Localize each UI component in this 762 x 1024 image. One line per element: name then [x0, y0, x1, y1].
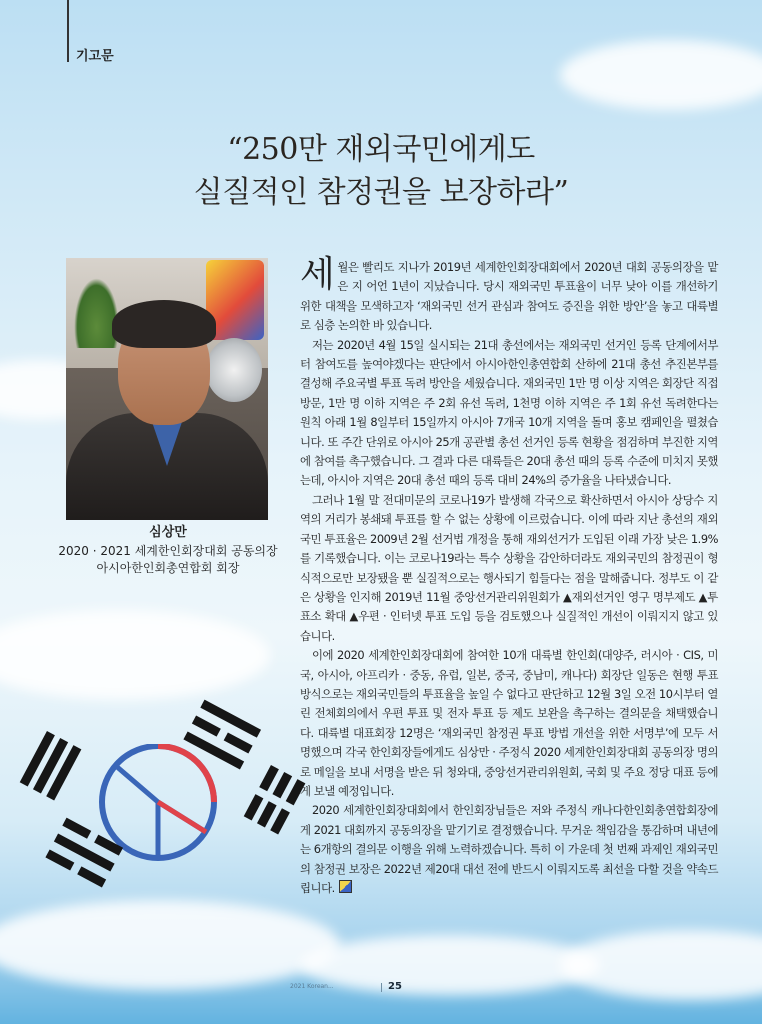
- page-number: 25: [388, 981, 402, 992]
- footer-divider: [381, 983, 382, 992]
- article-paragraph: 세월은 빨리도 지나가 2019년 세계한인회장대회에서 2020년 대회 공동의장을 맡은 지 어언 1년이 지났습니다. 당시 재외국민 투표율이 너무 낮아 이를 개선하기 위한 대책을 모색하고자 ‘재외국민 선거 관심과 참여도 증진을 위한 방안’을 놓고 대륙별로 심층 논의한 바 있습니다.: [300, 254, 718, 333]
- author-name: 심상만: [149, 525, 187, 540]
- publication-name: 2021 Korean...: [290, 983, 334, 990]
- author-photo: [66, 258, 268, 520]
- author-caption: [40, 524, 296, 577]
- section-marker-line: [67, 0, 69, 62]
- cloud-decoration: [560, 40, 762, 110]
- title-line-2: 실질적인 참정권을 보장하라”: [193, 175, 569, 210]
- article-paragraph: 저는 2020년 4월 15일 실시되는 21대 총선에서는 재외국민 선거인 등록 단계에서부터 참여도를 높여야겠다는 판단에서 아시아한인총연합회 산하에 21대 총선 추진본부를 결성해 주요국별 투표 독려 방안을 세웠습니다. 재외국민 1만 명 이상 지역은 회장단 직접 방문, 1만 명 이하 지역은 주 2회 유선 독려, 1천명 이하 지역은 주 1회 유선 독려한다는 원칙 아래 1월 8일부터 15일까지 아시아 7개국 10개 지역을 돌며 홍보 캠페인을 펼쳤습니다. 또 주간 단위로 아시아 25개 공관별 총선 선거인 등록 현황을 점검하며 부진한 지역에 참여를 촉구했습니다. 그 결과 다른 대륙들은 20대 총선 때의 등록 수준에 미치지 못했는데, 아시아 지역은 20대 총선 때의 등록 대비 24%의 증가율을 나타냈습니다.: [300, 337, 718, 488]
- drop-cap: 세: [300, 254, 335, 295]
- cloud-decoration: [0, 610, 270, 700]
- trigram-left: [20, 731, 83, 801]
- page-title: [0, 128, 762, 214]
- page-footer: [0, 960, 762, 1024]
- author-title-2: 아시아한인회총연합회 회장: [96, 561, 240, 575]
- ballot-circle-red-arc: [158, 746, 214, 802]
- article-end-mark-icon: [339, 880, 352, 893]
- article-paragraph: 그러나 1월 말 전대미문의 코로나19가 발생해 각국으로 확산하면서 아시아 상당수 지역의 거리가 봉쇄돼 투표를 할 수 없는 상황에 이르렀습니다. 이에 따라 지난 총선의 재외국민 투표율은 2009년 2월 선거법 개정을 통해 재외선거가 도입된 이래 가장 낮은 1.9%를 기록했습니다. 이는 코로나19라는 특수 상황을 감안하더라도 재외국민의 참정권이 형식적으로만 보장됐을 뿐 실질적으로는 행사되기 힘들다는 점을 말해줍니다. 정부도 이 같은 상황을 인지해 2019년 11월 중앙선거관리위원회가 ▲재외선거인 영구 명부제도 ▲투표소 확대 ▲우편 · 인터넷 투표 도입 등을 검토했으나 실질적인 개선이 이뤄지지 않고 있습니다.: [300, 492, 718, 643]
- article-body: [300, 254, 718, 898]
- author-title-1: 2020 · 2021 세계한인회장대회 공동의장: [58, 544, 278, 558]
- award-plaque: [206, 338, 262, 402]
- title-line-1: “250만 재외국민에게도: [227, 132, 535, 167]
- section-label: 기고문: [76, 49, 114, 64]
- article-paragraph: 2020 세계한인회장대회에서 한인회장님들은 저와 주정식 캐나다한인회총연합회장에게 2021 대회까지 공동의장을 맡기기로 결정했습니다. 무거운 책임감을 통감하며 내년에는 6개항의 결의문 이행을 위해 노력하겠습니다. 특히 이 가운데 첫 번째 과제인 재외국민의 참정권 보장은 2022년 제20대 대선 전에 반드시 이뤄지도록 최선을 다할 것을 약속드립니다.: [300, 803, 718, 895]
- article-paragraph: 이에 2020 세계한인회장대회에 참여한 10개 대륙별 한인회(대양주, 러시아 · CIS, 미국, 아시아, 아프리카 · 중동, 유럽, 일본, 중국, 중남미, 캐나다) 회장단 일동은 현행 투표 방식으로는 재외국민들의 투표율을 높일 수 없다고 판단하고 12월 3일 오전 10시부터 열린 전체회의에서 우편 투표 및 전자 투표 등 제도 보완을 촉구하는 결의문을 채택했습니다. 대륙별 대표회장 12명은 ‘재외국민 참정권 투표 방법 개선을 위한 서명부’에 모두 서명했으며 각국 한인회장들에게도 심상만 · 주정식 2020 세계한인회장대회 공동의장 명의로 메일을 보내 서명을 받은 뒤 청와대, 중앙선거관리위원회, 국회 및 주요 정당 대표 등에게 보낼 예정입니다.: [300, 648, 718, 798]
